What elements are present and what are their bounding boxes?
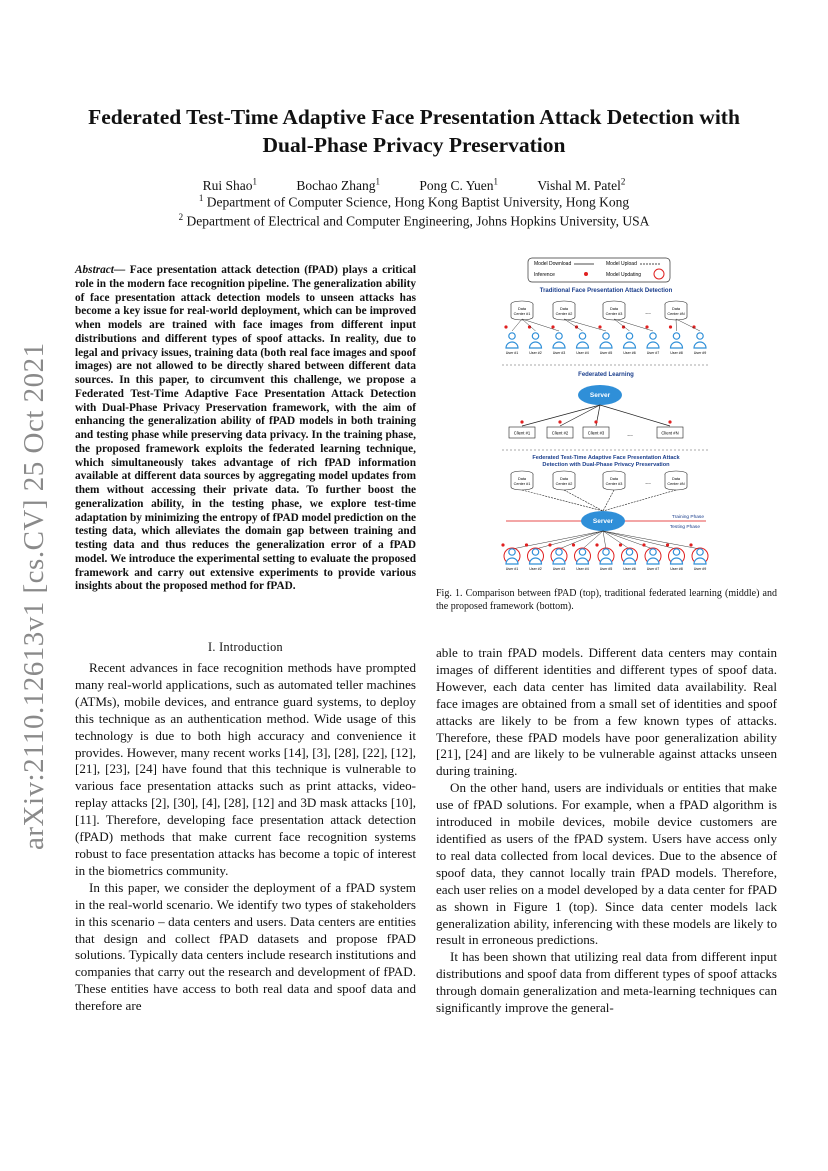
right-column-body [436,645,777,1017]
inference-dot [525,543,528,546]
data-center-row [511,471,687,511]
abstract-text: — Face presentation attack detection (fPAD) plays a critical role in the modern face recognition pipeline. The generalization ability of face presentation attack detection models to unseen attacks has become a key issue for real-world deployment, which can be improved when models are trained with face images from different input distributions and different types of spoof attacks. In reality, due to legal and privacy issues, training data (both real face images and spoof images) are not allowed to be directly shared between different data sources. In this paper, to circumvent this challenge, we propose a Federated Test-Time Adaptive Face Presentation Attack Detection with Dual-Phase Privacy Preservation framework, with the aim of enhancing the generalization ability of fPAD models in both training and testing phase while preserving data privacy. In the training phase, the proposed framework exploits the federated learning technique, which simultaneously takes advantage of rich fPAD information available at different data sources by aggregating model updates from them without accessing their private data. To further boost the generalization ability, in the testing phase, we explore test-time adaptation by minimizing the entropy of fPAD model prediction on the testing data, which alleviates the domain gap between training and testing data and thus reduces the generalization error of a fPAD model. We introduce the experimental setting to evaluate the proposed framework and carry out extensive experiments to provide various insights about the proposed method for fPAD. [75,264,416,593]
database-icon [553,471,575,490]
paragraph: On the other hand, users are individuals or entities that make use of fPAD solutions. For example, when a fPAD algorithm is introduced in mobile devices, mobile device customers are identified as users of the fPAD system. Users have access only to real data collected from local devices. Due to the absence of spoof data, they cannot locally train fPAD models. Therefore, each user relies on a model developed by a data center for fPAD as shown in Figure 1 (top). Since data center models lack generalization ability, inferencing with these models are likely to result in erroneous predictions. [436,780,777,948]
user-label: User #8 [670,351,683,355]
user-label: User #3 [552,567,566,571]
client-row [509,405,683,438]
database-icon [511,471,533,490]
user-icon [553,549,566,571]
data-center-label: Data [559,477,569,481]
user-label: User #7 [646,351,660,355]
section-heading: I. Introduction [208,640,283,654]
user-icon [506,549,519,571]
ellipsis: ... [627,431,633,438]
download-arrow [603,531,700,549]
data-center-label: Data [671,307,681,311]
paragraph: Recent advances in face recognition methods have prompted many real-world applications, such as automated teller machines (ATMs), mobile devices, and entrance guard systems, to deploy this technique as an authentication method. Wide usage of this technology is due to both high accuracy and convenience it provides. However, many recent works [14], [3], [28], [22], [12], [21], [23], [24] have found that this technique is vulnerable to various face presentation attacks such as print attacks, video-replay attacks [2], [30], [4], [28], [12] and 3D mask attacks [10], [11]. Therefore, developing face presentation attack detection (fPAD) methods that make current face recognition systems robust to face presentation attacks has become a topic of interest in the biometrics community. [75,660,416,878]
client-label: Client #3 [587,430,605,436]
user-label: User #3 [552,351,566,355]
inference-dot [598,325,601,328]
upload-arrow [564,490,603,511]
data-center-label: Center #N [667,312,685,316]
data-center-label: Data [671,477,681,481]
affiliation: $^2$ Department of Electrical and Computer Engineering, Johns Hopkins University, USA [178,212,650,229]
section3-title-line1: Federated Test-Time Adaptive Face Presentation Attack [532,455,680,461]
client-label: Client #N [661,430,679,436]
database-icon [511,301,533,320]
ellipsis: ... [645,309,651,316]
user-label: User #2 [529,351,542,355]
upload-arrow [522,490,603,511]
download-arrow [603,531,630,549]
data-center-label: Data [517,477,527,481]
author-list [60,176,768,194]
data-center-label: Data [609,307,619,311]
server-label: Server [589,392,611,399]
database-icon [665,471,687,490]
data-center-label: Center #N [667,482,685,486]
download-arrow [614,319,653,331]
user-label: User #4 [576,567,589,571]
client-box [509,427,535,438]
download-arrow [603,531,677,549]
figure-1 [500,254,712,582]
legend-inference-dot [584,272,588,276]
user-icon [600,333,613,355]
data-center-label: Center #3 [605,482,623,486]
inference-dot [619,543,622,546]
author: Bochao Zhang$^1$ [296,176,380,193]
user-icon [694,333,707,355]
download-arrow [564,319,606,331]
download-arrow [676,319,700,331]
inference-dot [645,325,648,328]
upload-arrow [603,490,676,511]
user-label: User #1 [505,351,519,355]
arxiv-stamp: arXiv:2110.12613v1 [cs.CV] 25 Oct 2021 [18,342,50,850]
inference-dot [668,420,671,423]
title-line-2: Dual-Phase Privacy Preservation [262,133,566,157]
data-center-label: Data [559,307,569,311]
user-label: User #7 [646,567,660,571]
paper-title [60,103,768,159]
data-center-label: Center #2 [555,482,573,486]
legend-upload: Model Upload [606,261,637,267]
user-label: User #2 [529,567,542,571]
upload-arrow [603,490,614,511]
paragraph: It has been shown that utilizing real data from different input distributions and spoof data from different types of spoof attacks through domain generalization and meta-learning techniques can significantly improve the general- [436,949,777,1016]
client-box [657,427,683,438]
inference-dot [548,543,551,546]
user-label: User #8 [670,567,683,571]
left-column-body [75,660,416,1015]
data-center-label: Center #2 [555,312,573,316]
inference-dot [666,543,669,546]
user-icon [529,333,542,355]
server-label: Server [592,518,614,525]
download-arrow [614,319,630,331]
download-arrow [560,405,600,426]
download-arrow [600,405,670,426]
affiliation: $^1$ Department of Computer Science, Hong Kong Baptist University, Hong Kong [198,193,630,210]
abstract [75,264,416,594]
training-phase-label: Training Phase [671,515,704,520]
paragraph: able to train fPAD models. Different data centers may contain images of different identities and different types of spoof data. However, each data center has limited data availability. Real face images are obtained from a small set of identities and spoof attacks are likely to be from a few known types of attacks. Therefore, these fPAD models have poor generalization ability [21], [24] and are likely to be vulnerable against attacks unseen during training. [436,645,777,779]
inference-dot [520,420,523,423]
data-center-label: Center #1 [513,482,531,486]
user-row [504,319,706,355]
inference-dot [551,325,554,328]
user-label: User #5 [599,351,613,355]
user-icon [600,549,613,571]
user-icon [576,549,589,571]
user-label: User #9 [693,351,707,355]
testing-phase-label: Testing Phase [669,525,700,530]
author: Rui Shao$^1$ [202,176,257,193]
data-center-label: Center #1 [513,312,531,316]
user-icon [553,333,566,355]
author: Pong C. Yuen$^1$ [419,176,498,193]
download-arrow [603,531,653,549]
inference-dot [501,543,504,546]
download-arrow [522,319,536,331]
user-label: User #5 [599,567,613,571]
download-arrow [512,319,522,331]
user-label: User #6 [623,567,636,571]
user-icon [647,549,660,571]
section3-title-line2: Detection with Dual-Phase Privacy Preservation [542,462,670,468]
paragraph: In this paper, we consider the deployment of a fPAD system in the real-world scenario. We identify two types of stakeholders in this scenario – data centers and users. Data centers are entities that design and collect fPAD datasets and propose fPAD solutions. Typically data centers include research institutions and companies that carry out the research and development of fPAD. These entities have access to both real data and spoof data and therefore are [75,879,416,1014]
section2-title: Federated Learning [578,372,634,378]
user-icon [647,333,660,355]
download-arrow [522,319,559,331]
ellipsis: ... [645,479,651,486]
database-icon [553,301,575,320]
user-icon [529,549,542,571]
user-icon [576,333,589,355]
author: Vishal M. Patel$^2$ [537,176,626,193]
user-label: User #9 [693,567,707,571]
figure-caption: Fig. 1. Comparison between fPAD (top), traditional federated learning (middle) and the proposed framework (bottom). [436,588,777,612]
user-label: User #1 [505,567,519,571]
section1-title: Traditional Face Presentation Attack Detection [539,288,673,294]
user-icon [670,333,683,355]
client-label: Client #1 [513,430,531,436]
inference-dot [558,420,561,423]
database-icon [603,471,625,490]
client-box [547,427,573,438]
data-center-label: Data [609,477,619,481]
inference-dot [595,543,598,546]
download-arrow [564,319,583,331]
legend-inference: Inference [534,272,555,278]
database-icon [665,301,687,320]
user-label: User #6 [623,351,636,355]
inference-dot [594,420,597,423]
user-icon [623,549,636,571]
legend-updating: Model Updating [606,272,642,278]
user-icon [623,333,636,355]
legend-download: Model Download [534,261,572,267]
title-line-1: Federated Test-Time Adaptive Face Presentation Attack Detection with [88,105,740,129]
download-arrow [676,319,677,331]
inference-dot [642,543,645,546]
user-row [501,531,708,571]
download-arrow [603,531,606,549]
client-box [583,427,609,438]
user-icon [694,549,707,571]
database-icon [603,301,625,320]
user-label: User #4 [576,351,589,355]
data-center-row [511,301,687,320]
data-center-label: Data [517,307,527,311]
client-label: Client #2 [551,430,569,436]
data-center-label: Center #3 [605,312,623,316]
user-icon [506,333,519,355]
user-icon [670,549,683,571]
inference-dot [669,325,672,328]
inference-dot [504,325,507,328]
inference-dot [689,543,692,546]
abstract-label: Abstract [75,264,114,276]
inference-dot [572,543,575,546]
